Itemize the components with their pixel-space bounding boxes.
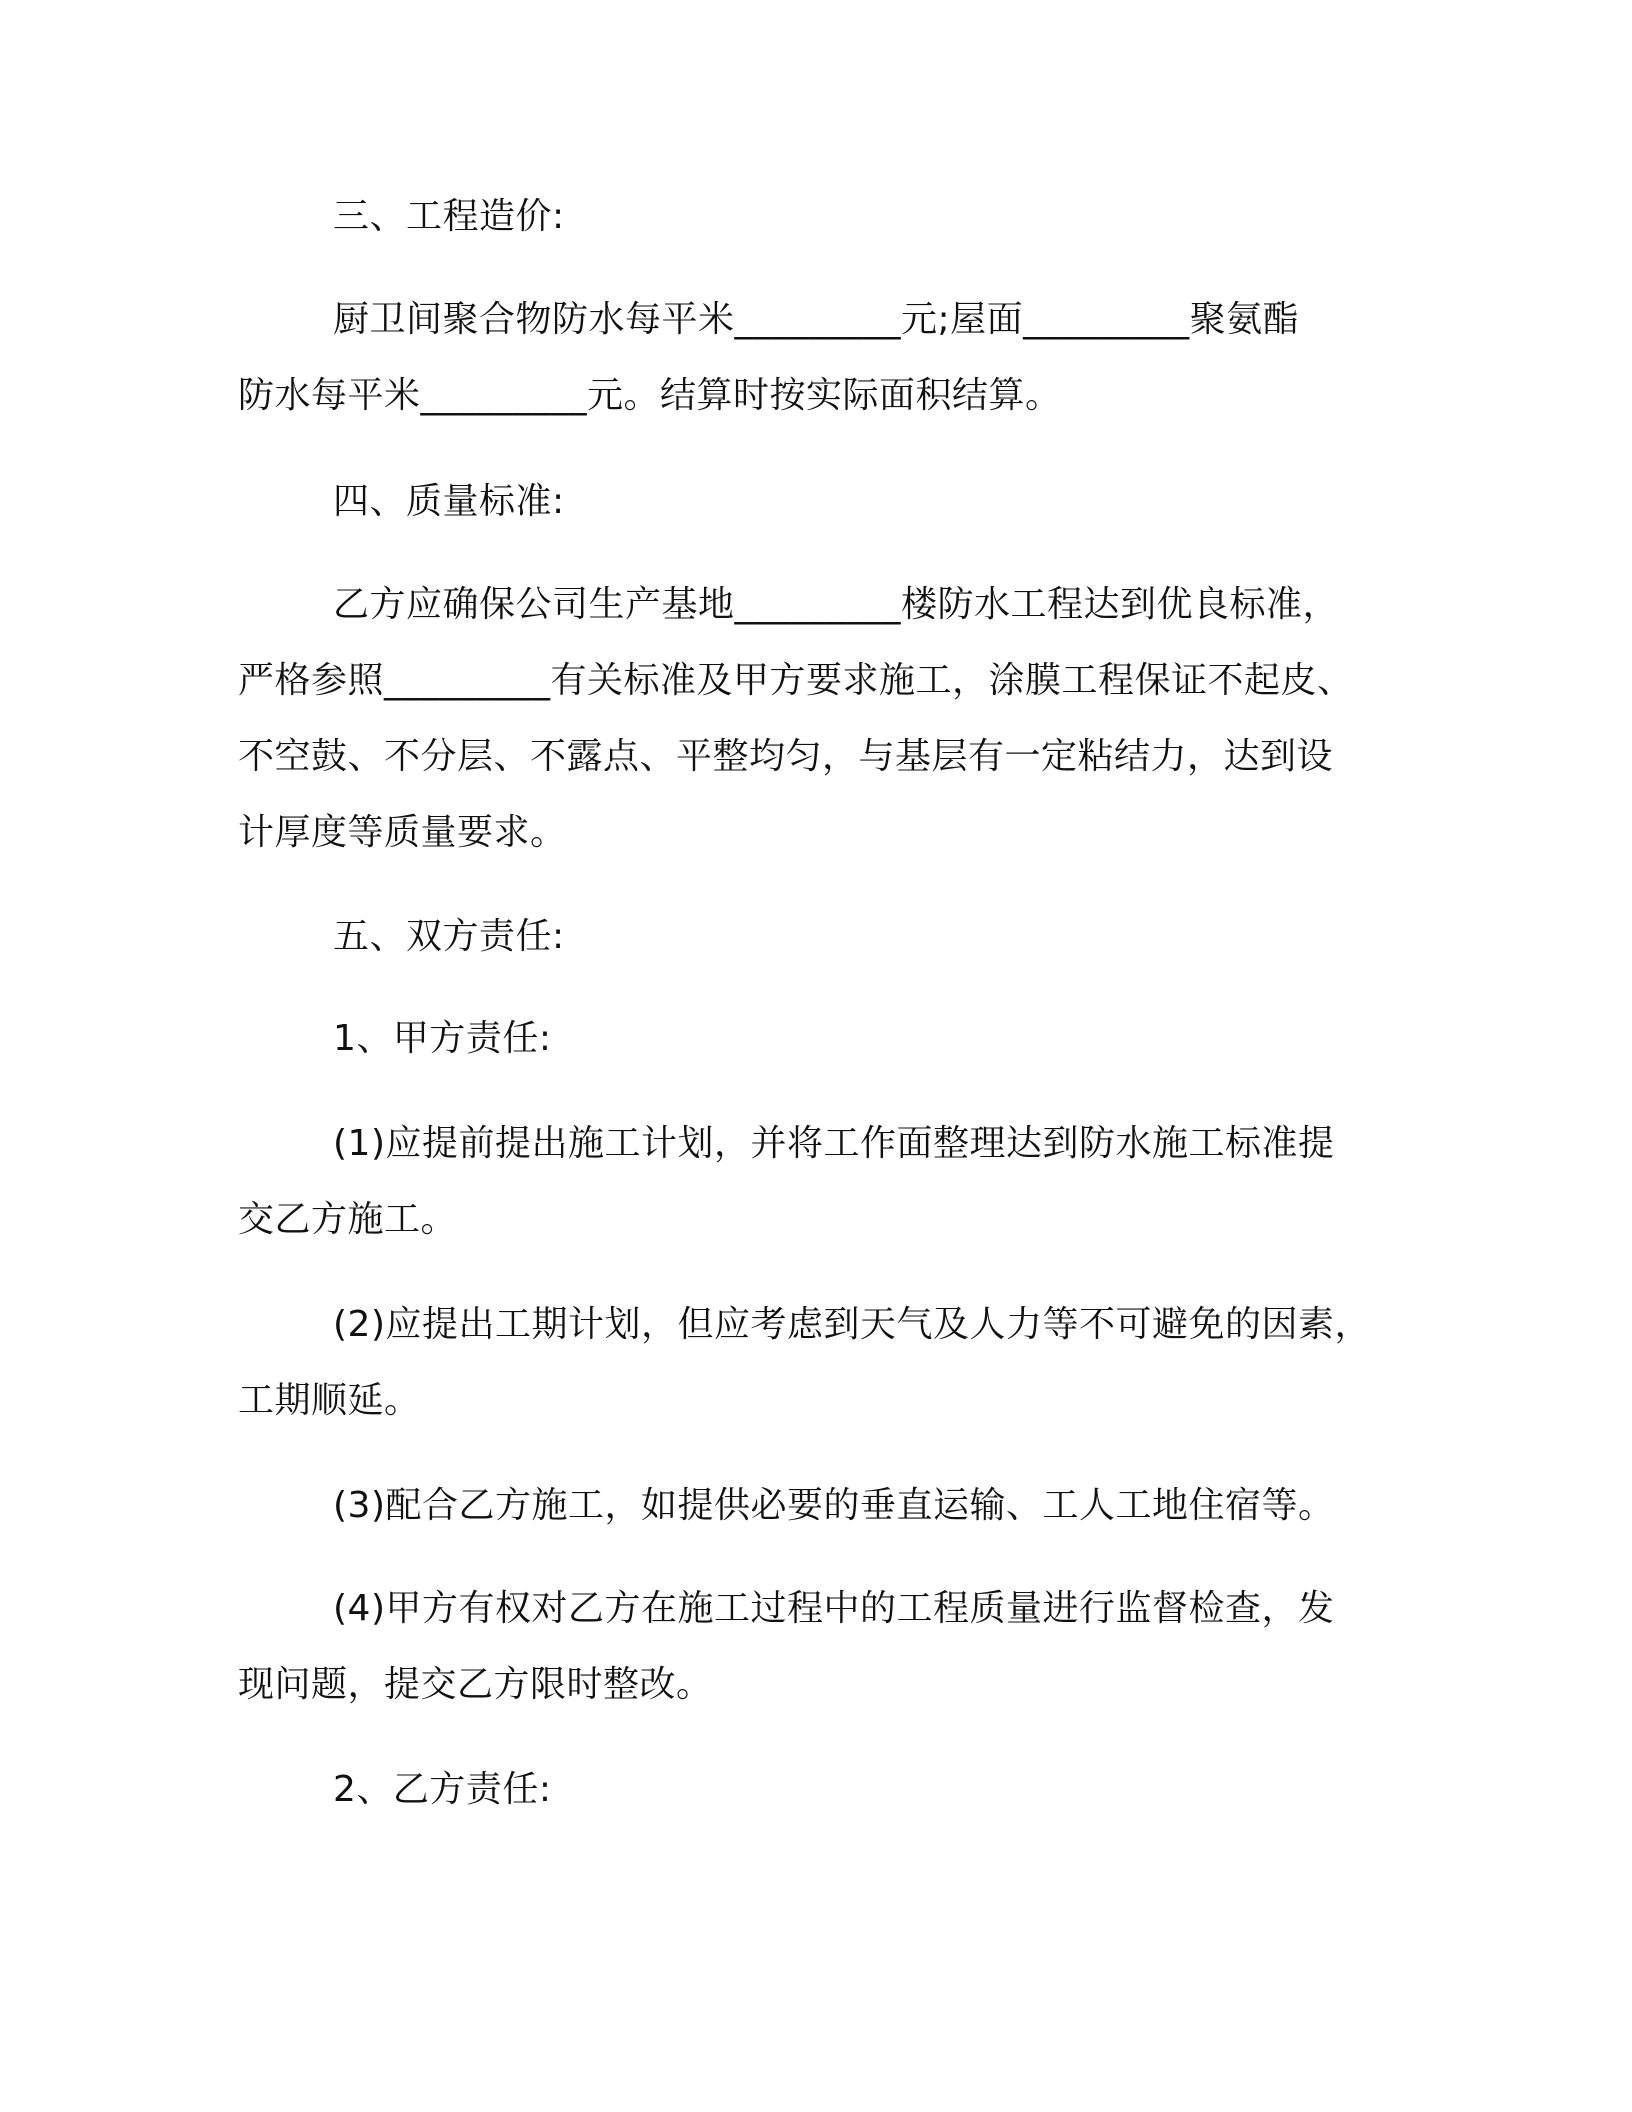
party-a-item-3-line-1: (3)配合乙方施工，如提供必要的垂直运输、工人工地住宿等。	[333, 1485, 1335, 1526]
section-3-heading: 三、工程造价:	[333, 196, 565, 237]
section-5-heading: 五、双方责任:	[333, 916, 565, 957]
party-b-heading: 2、乙方责任:	[333, 1769, 552, 1810]
party-a-item-2-line-2: 工期顺延。	[238, 1380, 421, 1421]
section-4-heading: 四、质量标准:	[333, 481, 565, 522]
party-a-item-4-line-2: 现问题，提交乙方限时整改。	[238, 1664, 713, 1705]
section-3-paragraph-line-2: 防水每平米_________元。结算时按实际面积结算。	[238, 375, 1062, 416]
section-4-paragraph-line-4: 计厚度等质量要求。	[238, 812, 567, 853]
section-3-paragraph-line-1: 厨卫间聚合物防水每平米_________元;屋面_________聚氨酯	[333, 299, 1300, 340]
party-a-item-4-line-1: (4)甲方有权对乙方在施工过程中的工程质量进行监督检查，发	[333, 1588, 1335, 1629]
section-4-paragraph-line-1: 乙方应确保公司生产基地_________楼防水工程达到优良标准，	[333, 584, 1340, 625]
section-4-paragraph-line-2: 严格参照_________有关标准及甲方要求施工，涂膜工程保证不起皮、	[238, 660, 1354, 701]
party-a-item-1-line-2: 交乙方施工。	[238, 1199, 458, 1240]
party-a-item-1-line-1: (1)应提前提出施工计划，并将工作面整理达到防水施工标准提	[333, 1123, 1335, 1164]
party-a-heading: 1、甲方责任:	[333, 1018, 552, 1059]
section-4-paragraph-line-3: 不空鼓、不分层、不露点、平整均匀，与基层有一定粘结力，达到设	[238, 736, 1334, 777]
party-a-item-2-line-1: (2)应提出工期计划，但应考虑到天气及人力等不可避免的因素，	[333, 1304, 1371, 1345]
